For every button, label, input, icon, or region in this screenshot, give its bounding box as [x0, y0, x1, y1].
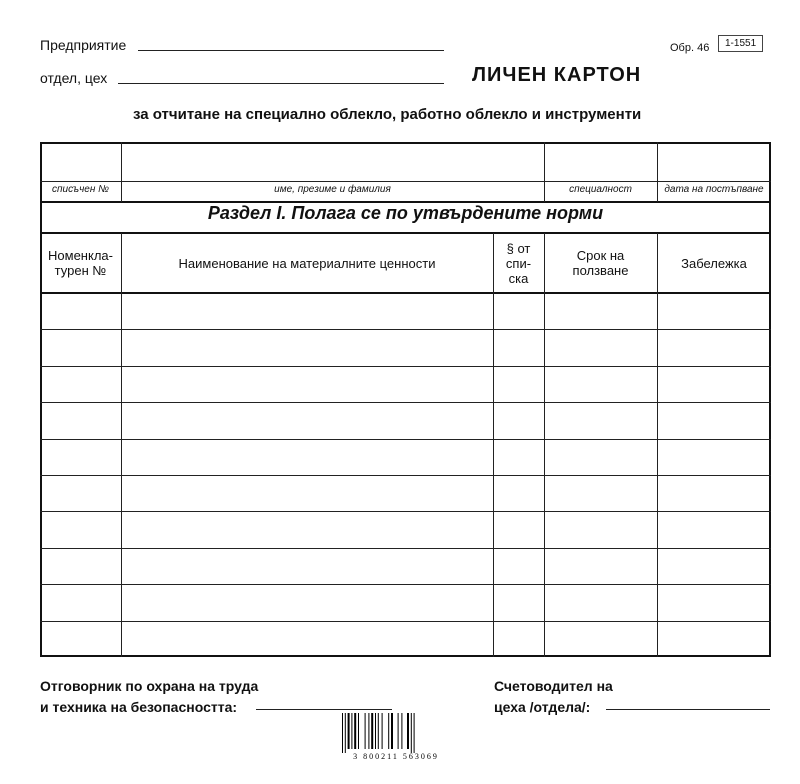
table-row[interactable]: [40, 329, 771, 365]
table-row[interactable]: [40, 584, 771, 620]
barcode-bar: [348, 713, 350, 749]
barcode-bar: [401, 713, 402, 749]
barcode-bar: [382, 713, 383, 749]
form-number: Обр. 46: [670, 42, 710, 54]
table-row[interactable]: [40, 402, 771, 438]
column-header-nomenclature: Номенкла-турен №: [48, 248, 113, 278]
column-header-item-name: Наименование на материалните ценности: [178, 255, 436, 271]
column-header-paragraph: § от спи-ска: [505, 240, 532, 286]
hire-date-caption: дата на постъпване: [664, 184, 764, 195]
table-row[interactable]: [40, 621, 771, 657]
form-code: 1-1551: [718, 35, 763, 52]
specialty-caption: специалност: [569, 184, 632, 195]
table-row[interactable]: [40, 439, 771, 475]
page-title: ЛИЧЕН КАРТОН: [472, 64, 642, 86]
safety-officer-signature[interactable]: [256, 709, 392, 710]
column-header-remark: Забележка: [681, 255, 747, 271]
barcode-bar: [354, 713, 356, 749]
accountant-line1: Счетоводител на: [494, 678, 613, 694]
department-field[interactable]: [118, 83, 444, 84]
accountant-signature[interactable]: [606, 709, 770, 710]
barcode-bar: [378, 713, 379, 749]
table-row[interactable]: [40, 366, 771, 402]
department-label: отдел, цех: [40, 70, 108, 86]
barcode-bar: [391, 713, 393, 749]
barcode-bar: [407, 713, 409, 749]
barcode-bar: [375, 713, 376, 749]
divider: [40, 181, 771, 182]
section-title: Раздел I. Полага се по утвърдените норми: [207, 203, 604, 223]
enterprise-field[interactable]: [138, 50, 444, 51]
barcode-bar: [351, 713, 352, 749]
list-number-caption: списъчен №: [52, 184, 109, 195]
accountant-label: [494, 676, 613, 718]
barcode-bar: [345, 713, 346, 753]
barcode-bar: [388, 713, 389, 749]
table-row[interactable]: [40, 511, 771, 547]
safety-officer-line1: Отговорник по охрана на труда: [40, 678, 259, 694]
column-header-usage-period: Срок на ползване: [572, 248, 629, 278]
table-row[interactable]: [40, 293, 771, 329]
barcode-bar: [365, 713, 366, 749]
barcode-bar: [371, 713, 373, 749]
barcode-bar: [368, 713, 369, 749]
barcode-bar: [342, 713, 343, 753]
enterprise-label: Предприятие: [40, 37, 127, 53]
table-row[interactable]: [40, 548, 771, 584]
safety-officer-line2: и техника на безопасността:: [40, 699, 238, 715]
barcode-bar: [398, 713, 399, 749]
barcode: [336, 713, 456, 761]
barcode-digits: 3 800211 563069: [353, 752, 439, 761]
name-caption: име, презиме и фамилия: [274, 184, 391, 195]
safety-officer-label: [40, 676, 258, 718]
page-subtitle: за отчитане на специално облекло, работно облекло и инструменти: [133, 106, 642, 123]
accountant-line2: цеха /отдела/:: [494, 699, 591, 715]
barcode-bar: [358, 713, 359, 749]
table-row[interactable]: [40, 475, 771, 511]
barcode-bar: [411, 713, 412, 753]
barcode-bar: [414, 713, 415, 753]
